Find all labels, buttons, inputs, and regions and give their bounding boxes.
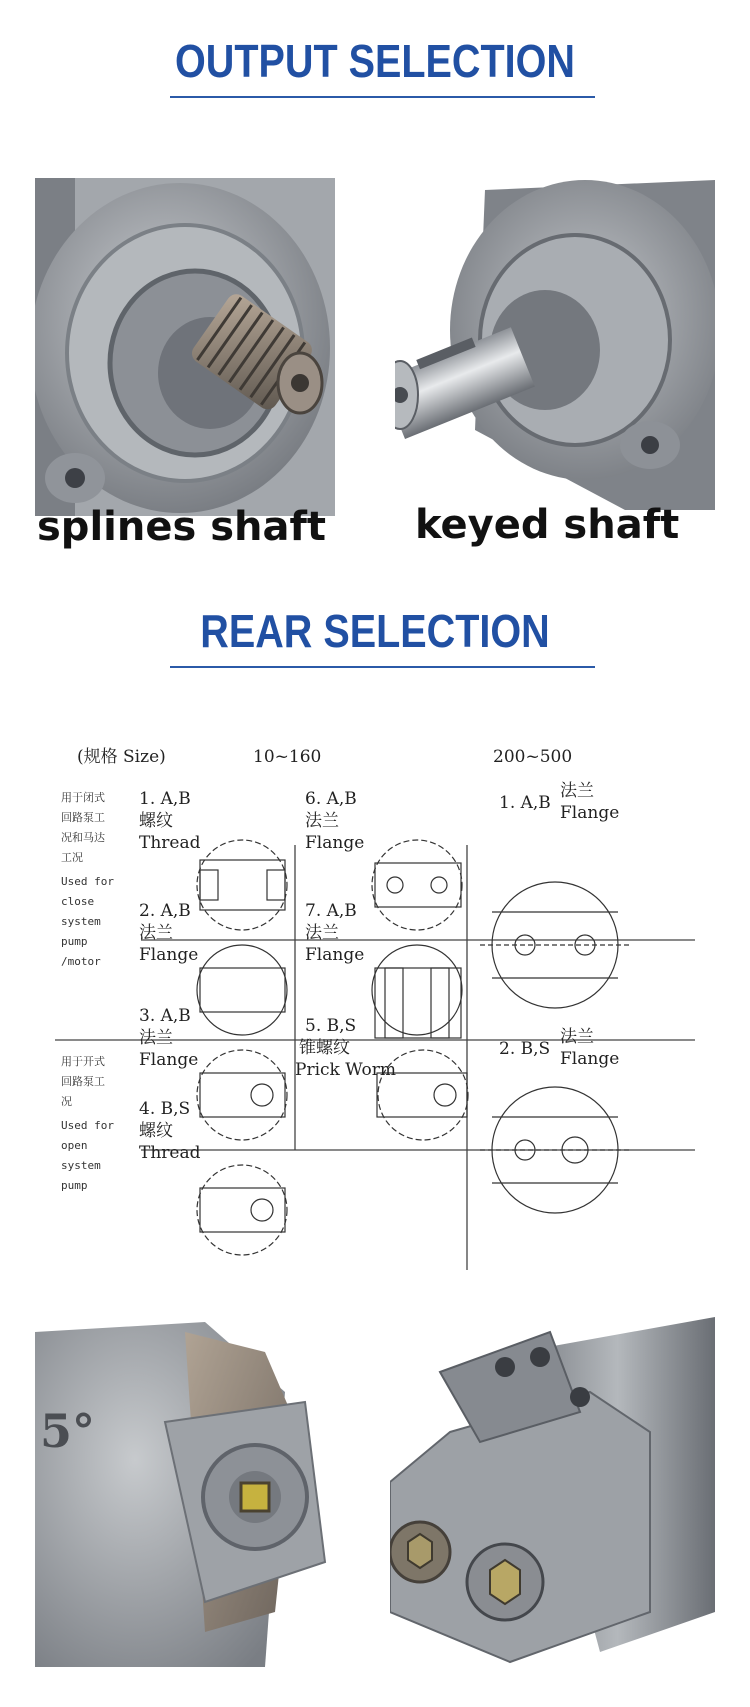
option-2-code: 2. A,B	[139, 901, 191, 921]
size-label: (规格 Size)	[77, 747, 166, 767]
open-en-1: open	[61, 1139, 88, 1152]
closed-cn-0: 用于闭式	[61, 791, 105, 804]
splines-shaft-photo	[35, 178, 335, 516]
option-7-cn: 法兰	[305, 923, 339, 943]
option-large-1-cn: 法兰	[560, 781, 594, 801]
option-large-2-cn: 法兰	[560, 1027, 594, 1047]
closed-en-2: system	[61, 915, 101, 928]
rear-options-diagram	[55, 747, 715, 1310]
option-3-en: Flange	[139, 1050, 199, 1070]
option-large-2-code: 2. B,S	[499, 1039, 551, 1059]
output-heading-rule	[170, 96, 595, 98]
closed-en-0: Used for	[61, 875, 114, 888]
closed-en-1: close	[61, 895, 95, 908]
closed-cn-3: 工况	[61, 851, 83, 864]
closed-cn-1: 回路泵工	[61, 811, 105, 824]
option-2-en: Flange	[139, 945, 199, 965]
open-cn-0: 用于开式	[61, 1055, 105, 1068]
option-4-code: 4. B,S	[139, 1099, 191, 1119]
keyed-shaft-caption: keyed shaft	[415, 502, 680, 548]
option-1-cn: 螺纹	[139, 811, 173, 831]
closed-cn-2: 况和马达	[61, 831, 105, 844]
option-5-cn: 锥螺纹	[299, 1038, 350, 1058]
option-7-en: Flange	[305, 945, 365, 965]
option-5-code: 5. B,S	[305, 1016, 357, 1036]
closed-en-3: pump	[61, 935, 88, 948]
option-2-cn: 法兰	[139, 923, 173, 943]
open-en-2: system	[61, 1159, 101, 1172]
option-3-cn: 法兰	[139, 1028, 173, 1048]
rear-flange-port-photo	[390, 1312, 715, 1677]
closed-en-4: /motor	[61, 955, 101, 968]
splines-shaft-caption: splines shaft	[37, 504, 327, 550]
option-large-2-en: Flange	[560, 1049, 620, 1069]
open-en-0: Used for	[61, 1119, 114, 1132]
option-4-cn: 螺纹	[139, 1121, 173, 1141]
open-cn-2: 况	[61, 1095, 72, 1108]
rear-thread-port-photo	[35, 1312, 333, 1667]
range-small: 10~160	[253, 747, 322, 767]
option-4-en: Thread	[139, 1143, 201, 1163]
option-6-code: 6. A,B	[305, 789, 357, 809]
rear-selection-heading: REAR SELECTION	[200, 605, 550, 657]
rear-heading-rule	[170, 666, 595, 668]
option-1-code: 1. A,B	[139, 789, 191, 809]
svg-text:5°: 5°	[40, 1404, 96, 1458]
output-selection-heading: OUTPUT SELECTION	[174, 35, 576, 87]
option-6-cn: 法兰	[305, 811, 339, 831]
option-6-en: Flange	[305, 833, 365, 853]
option-7-code: 7. A,B	[305, 901, 357, 921]
keyed-shaft-photo	[395, 180, 715, 510]
option-large-1-code: 1. A,B	[499, 793, 551, 813]
open-cn-1: 回路泵工	[61, 1075, 105, 1088]
option-1-en: Thread	[139, 833, 201, 853]
option-5-en: Prick Worm	[295, 1060, 397, 1080]
option-3-code: 3. A,B	[139, 1006, 191, 1026]
open-en-3: pump	[61, 1179, 88, 1192]
range-large: 200~500	[493, 747, 573, 767]
option-large-1-en: Flange	[560, 803, 620, 823]
